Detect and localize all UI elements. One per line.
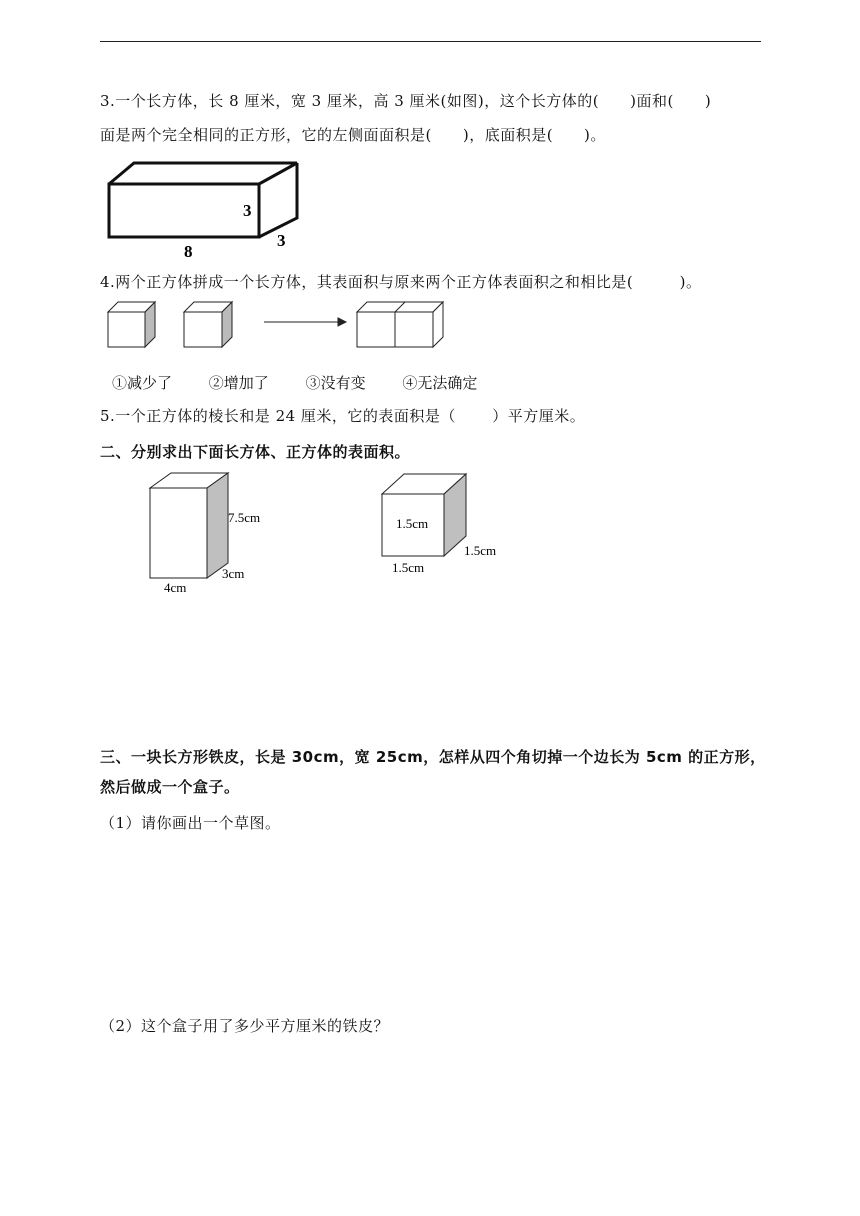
section3-sub1: （1）请你画出一个草图。 bbox=[100, 814, 281, 832]
q5-question: 5.一个正方体的棱长和是 24 厘米，它的表面积是（ ）平方厘米。 bbox=[100, 407, 586, 425]
cube-side-label: 1.5cm bbox=[464, 543, 497, 558]
q3-height-label: 3 bbox=[243, 201, 252, 220]
q4-option-4: ④无法确定 bbox=[402, 374, 478, 392]
section3-sub2: （2）这个盒子用了多少平方厘米的铁皮？ bbox=[100, 1017, 390, 1035]
cuboid-length-label: 4cm bbox=[164, 580, 187, 595]
combined-front-right bbox=[395, 312, 433, 347]
q3-cuboid-figure bbox=[100, 158, 310, 260]
section3-line2: 然后做成一个盒子。 bbox=[100, 778, 240, 796]
sec2-cuboid-figure bbox=[140, 470, 280, 598]
cuboid-top-edges bbox=[109, 163, 297, 184]
q4-options bbox=[112, 372, 509, 393]
combined-front-left bbox=[357, 312, 395, 347]
cube1-front bbox=[108, 312, 145, 347]
q3-length-label: 8 bbox=[184, 242, 193, 260]
q3-width-label: 3 bbox=[277, 231, 286, 250]
q4-option-1: ①减少了 bbox=[112, 374, 173, 392]
q4-cubes-figure bbox=[100, 298, 460, 352]
arrow-head bbox=[338, 318, 346, 326]
cuboid-height-label: 7.5cm bbox=[228, 510, 261, 525]
q4-option-3: ③没有变 bbox=[305, 374, 366, 392]
cuboid-width-label: 3cm bbox=[222, 566, 245, 581]
q4-question: 4.两个正方体拼成一个长方体，其表面积与原来两个正方体表面积之和相比是( )。 bbox=[100, 273, 702, 291]
q3-line2: 面是两个完全相同的正方形，它的左侧面面积是( )，底面积是( )。 bbox=[100, 126, 606, 144]
header-rule bbox=[100, 41, 761, 42]
cube-bottom-label: 1.5cm bbox=[392, 560, 425, 575]
cube2-front bbox=[184, 312, 222, 347]
cuboid-front bbox=[150, 488, 207, 578]
cube-front-label: 1.5cm bbox=[396, 516, 429, 531]
q3-line1: 3.一个长方体，长 8 厘米，宽 3 厘米，高 3 厘米(如图)，这个长方体的( )面和( ) bbox=[100, 92, 712, 110]
cuboid-side bbox=[207, 473, 228, 578]
sec2-cube-figure bbox=[376, 470, 516, 580]
q4-option-2: ②增加了 bbox=[208, 374, 269, 392]
cuboid-front-face bbox=[109, 184, 259, 237]
section2-heading: 二、分别求出下面长方体、正方体的表面积。 bbox=[100, 443, 411, 461]
section3-line1: 三、一块长方形铁皮，长是 30cm，宽 25cm，怎样从四个角切掉一个边长为 5cm 的正方形， bbox=[100, 748, 766, 766]
